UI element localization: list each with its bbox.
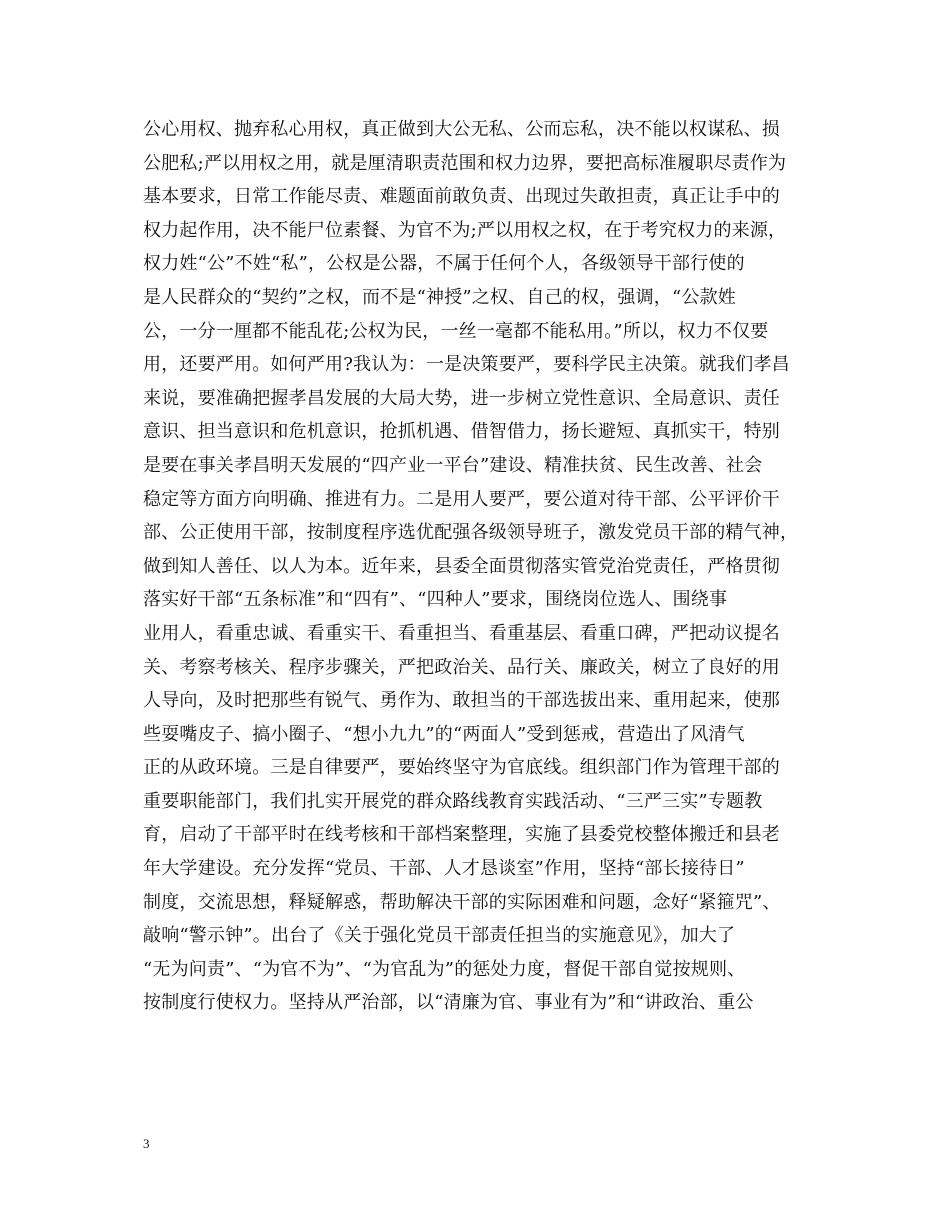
text-line: 权力姓“公”不姓“私”，公权是公器，不属于任何个人，各级领导干部行使的 [143, 253, 745, 275]
text-line: 些耍嘴皮子、搞小圈子、“想小九九”的“两面人”受到惩戒，营造出了风清气 [143, 723, 745, 745]
page-number: 3 [143, 1136, 150, 1151]
text-line: 是要在事关孝昌明天发展的“四产业一平台”建设、精准扶贫、民生改善、社会 [143, 454, 763, 476]
text-line: 基本要求，日常工作能尽责、难题面前敢负责、出现过失敢担责，真正让手中的 [143, 186, 780, 208]
text-line: 权力起作用，决不能尸位素餐、为官不为;严以用权之权，在于考究权力的来源， [143, 219, 787, 241]
text-line: 按制度行使权力。坚持从严治部，以“清廉为官、事业有为”和“讲政治、重公 [143, 992, 754, 1014]
body-text [143, 113, 833, 1020]
text-line: 公肥私;严以用权之用，就是厘清职责范围和权力边界，要把高标准履职尽责作为 [143, 152, 787, 174]
text-line: 年大学建设。充分发挥“党员、干部、人才恳谈室”作用，坚持“部长接待日” [143, 858, 745, 880]
text-line: 意识、担当意识和危机意识，抢抓机遇、借智借力，扬长避短、真抓实干，特别 [143, 421, 780, 443]
text-line: 来说，要准确把握孝昌发展的大局大势，进一步树立党性意识、全局意识、责任 [143, 387, 780, 409]
text-line: “无为问责”、“为官不为”、“为官乱为”的惩处力度，督促干部自觉按规则、 [143, 958, 746, 980]
text-line: 敲响“警示钟”。出台了《关于强化党员干部责任担当的实施意见》，加大了 [143, 925, 736, 947]
text-line: 做到知人善任、以人为本。近年来，县委全面贯彻落实管党治党责任，严格贯彻 [143, 555, 780, 577]
text-line: 关、考察考核关、程序步骤关，严把政治关、品行关、廉政关，树立了良好的用 [143, 656, 780, 678]
text-line: 落实好干部“五条标准”和“四有”、“四种人”要求，围绕岗位选人、围绕事 [143, 589, 728, 611]
text-line: 是人民群众的“契约”之权，而不是“神授”之权、自己的权，强调，“公款姓 [143, 286, 737, 308]
text-line: 制度，交流思想，释疑解惑，帮助解决干部的实际困难和问题，念好“紧箍咒”、 [143, 891, 781, 913]
text-line: 人导向，及时把那些有锐气、勇作为、敢担当的干部选拔出来、重用起来，使那 [143, 690, 780, 712]
text-line: 部、公正使用干部，按制度程序选优配强各级领导班子，激发党员干部的精气神， [143, 522, 799, 544]
text-line: 育，启动了干部平时在线考核和干部档案整理，实施了县委党校整体搬迁和县老 [143, 824, 780, 846]
text-line: 公，一分一厘都不能乱花;公权为民，一丝一毫都不能私用。”所以，权力不仅要 [143, 320, 769, 342]
text-line: 公心用权、抛弃私心用权，真正做到大公无私、公而忘私，决不能以权谋私、损 [143, 119, 780, 140]
text-line: 用，还要严用。如何严用?我认为：一是决策要严，要科学民主决策。就我们孝昌 [143, 354, 790, 376]
text-line: 正的从政环境。三是自律要严，要始终坚守为官底线。组织部门作为管理干部的 [143, 757, 780, 779]
text-line: 业用人，看重忠诚、看重实干、看重担当、看重基层、看重口碑，严把动议提名 [143, 622, 780, 644]
text-line: 稳定等方面方向明确、推进有力。二是用人要严，要公道对待干部、公平评价干 [143, 488, 780, 510]
text-line: 重要职能部门，我们扎实开展党的群众路线教育实践活动、“三严三实”专题教 [143, 790, 763, 812]
